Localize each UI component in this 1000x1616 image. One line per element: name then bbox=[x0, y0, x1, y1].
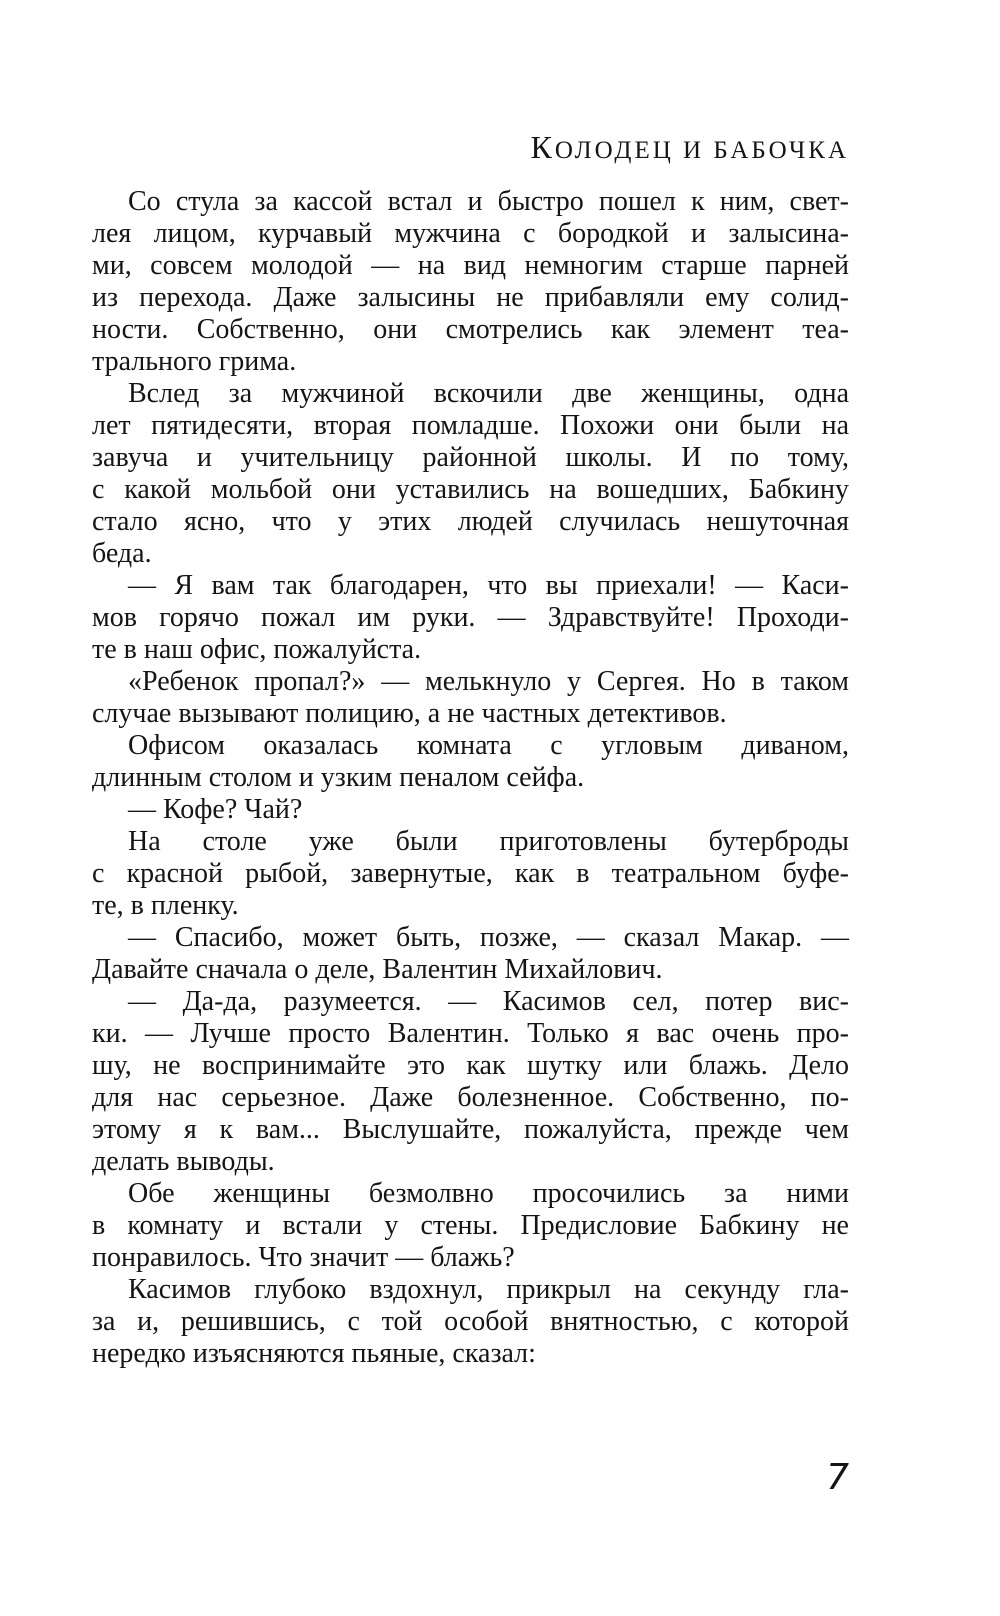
paragraph bbox=[92, 986, 849, 1178]
text-line: Офисом оказалась комната с угловым диваном, bbox=[128, 730, 849, 761]
page-text bbox=[92, 186, 849, 1370]
paragraph bbox=[92, 826, 849, 922]
text-line: с какой мольбой они уставились на вошедших, Бабкину bbox=[92, 474, 849, 505]
text-line: беда. bbox=[92, 538, 152, 569]
text-line: — Кофе? Чай? bbox=[128, 794, 303, 825]
text-line: длинным столом и узким пеналом сейфа. bbox=[92, 762, 585, 793]
paragraph bbox=[92, 730, 849, 794]
text-line: шу, не воспринимайте это как шутку или блажь. Дело bbox=[92, 1050, 849, 1081]
paragraph bbox=[92, 1274, 849, 1370]
text-line: с красной рыбой, завернутые, как в театральном буфе- bbox=[92, 858, 849, 889]
text-line: — Я вам так благодарен, что вы приехали! — Каси- bbox=[128, 570, 849, 601]
paragraph bbox=[92, 1178, 849, 1274]
text-line: — Спасибо, может быть, позже, — сказал Макар. — bbox=[128, 922, 849, 953]
running-header: КОЛОДЕЦ И БАБОЧКА bbox=[530, 129, 849, 165]
text-line: Со стула за кассой встал и быстро пошел к ним, свет- bbox=[128, 186, 849, 217]
text-line: этому я к вам... Выслушайте, пожалуйста, прежде чем bbox=[92, 1114, 849, 1145]
paragraph bbox=[92, 666, 849, 730]
text-line: делать выводы. bbox=[92, 1146, 275, 1177]
text-line: лет пятидесяти, вторая помладше. Похожи они были на bbox=[92, 410, 849, 441]
text-line: Касимов глубоко вздохнул, прикрыл на секунду гла- bbox=[128, 1274, 849, 1305]
text-line: Давайте сначала о деле, Валентин Михайлович. bbox=[92, 954, 663, 985]
text-line: нередко изъясняются пьяные, сказал: bbox=[92, 1338, 536, 1369]
text-line: Вслед за мужчиной вскочили две женщины, одна bbox=[128, 378, 849, 409]
paragraph bbox=[92, 922, 849, 986]
text-line: ки. — Лучше просто Валентин. Только я вас очень про- bbox=[92, 1018, 849, 1049]
text-line: мов горячо пожал им руки. — Здравствуйте! Проходи- bbox=[92, 602, 849, 633]
paragraph bbox=[92, 186, 849, 378]
text-line: завуча и учительницу районной школы. И по тому, bbox=[92, 442, 849, 473]
text-line: стало ясно, что у этих людей случилась нешуточная bbox=[92, 506, 849, 537]
text-line: те, в пленку. bbox=[92, 890, 239, 921]
text-line: На столе уже были приготовлены бутерброды bbox=[128, 826, 849, 857]
text-line: для нас серьезное. Даже болезненное. Собственно, по- bbox=[92, 1082, 849, 1113]
text-line: Обе женщины безмолвно просочились за ними bbox=[128, 1178, 849, 1209]
text-line: из перехода. Даже залысины не прибавляли ему солид- bbox=[92, 282, 849, 313]
text-line: в комнату и встали у стены. Предисловие Бабкину не bbox=[92, 1210, 849, 1241]
text-line: случае вызывают полицию, а не частных детективов. bbox=[92, 698, 727, 729]
text-line: лея лицом, курчавый мужчина с бородкой и залысина- bbox=[92, 218, 849, 249]
text-line: — Да-да, разумеется. — Касимов сел, потер вис- bbox=[128, 986, 849, 1017]
page-number: 7 bbox=[826, 1457, 849, 1498]
paragraph bbox=[92, 794, 849, 826]
text-line: ми, совсем молодой — на вид немногим старше парней bbox=[92, 250, 849, 281]
text-line: за и, решившись, с той особой внятностью, с которой bbox=[92, 1306, 849, 1337]
text-line: те в наш офис, пожалуйста. bbox=[92, 634, 422, 665]
text-line: понравилось. Что значит — блажь? bbox=[92, 1242, 515, 1273]
text-line: трального грима. bbox=[92, 346, 297, 377]
text-line: ности. Собственно, они смотрелись как элемент теа- bbox=[92, 314, 849, 345]
paragraph bbox=[92, 378, 849, 570]
text-line: «Ребенок пропал?» — мелькнуло у Сергея. Но в таком bbox=[128, 666, 849, 697]
paragraph bbox=[92, 570, 849, 666]
